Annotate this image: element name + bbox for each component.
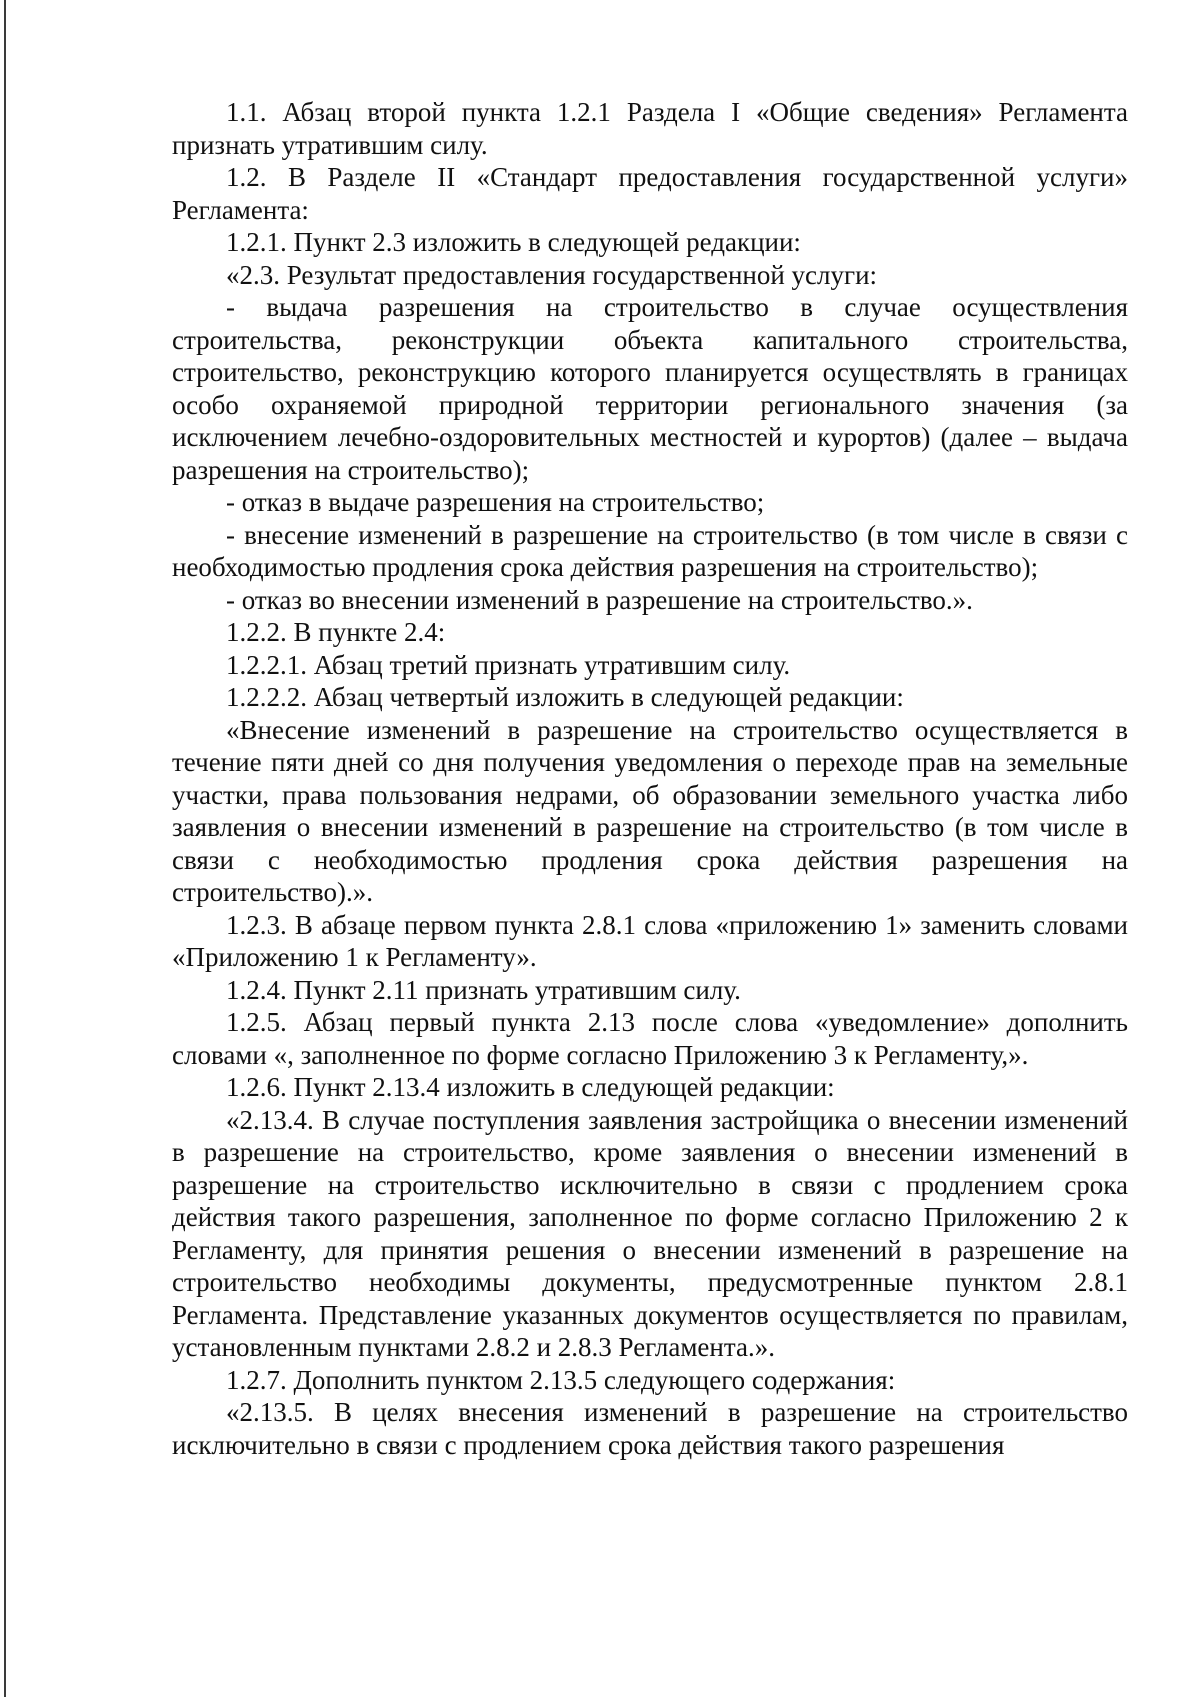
paragraph: 1.2.7. Дополнить пунктом 2.13.5 следующего содержания: bbox=[226, 1364, 896, 1395]
paragraph: «Внесение изменений в разрешение на строительство осуществляется в течение пяти дней со дня получения уведомления о переходе прав на земельные участки, права пользования недрами, об образовании земельного участка либо заявления о внесении изменений в разрешение на строительство (в том числе в связи с необходимостью продления срока действия разрешения на строительство).». bbox=[172, 714, 1128, 907]
paragraph: 1.2.1. Пункт 2.3 изложить в следующей редакции: bbox=[226, 227, 801, 257]
paragraph: 1.2.4. Пункт 2.11 признать утратившим силу. bbox=[226, 974, 741, 1005]
paragraph: 1.2.2.1. Абзац третий признать утратившим силу. bbox=[226, 649, 791, 680]
paragraph: - отказ в выдаче разрешения на строительство; bbox=[226, 487, 765, 517]
paragraph: 1.2.6. Пункт 2.13.4 изложить в следующей редакции: bbox=[226, 1072, 835, 1102]
paragraph: - отказ во внесении изменений в разрешение на строительство.». bbox=[226, 584, 973, 615]
paragraph: 1.2. В Разделе II «Стандарт предоставления государственной услуги» Регламента: bbox=[172, 162, 1128, 225]
paragraph: «2.3. Результат предоставления государственной услуги: bbox=[226, 259, 878, 290]
scan-border-line bbox=[4, 0, 6, 1697]
paragraph: 1.2.2. В пункте 2.4: bbox=[226, 617, 446, 647]
document-page bbox=[172, 96, 1128, 1461]
paragraph: 1.2.2.2. Абзац четвертый изложить в следующей редакции: bbox=[226, 682, 904, 712]
paragraph: 1.2.3. В абзаце первом пункта 2.8.1 слова «приложению 1» заменить словами «Приложению 1 к Регламенту». bbox=[172, 909, 1128, 972]
paragraph: - выдача разрешения на строительство в случае осуществления строительства, реконструкции объекта капитального строительства, строительство, реконструкцию которого планируется осуществлять в границах особо охраняемой природной территории регионального значения (за исключением лечебно-оздоровительных местностей и курортов) (далее – выдача разрешения на строительство); bbox=[172, 292, 1128, 485]
paragraph: 1.1. Абзац второй пункта 1.2.1 Раздела I «Общие сведения» Регламента признать утратившим силу. bbox=[172, 97, 1128, 160]
paragraph: - внесение изменений в разрешение на строительство (в том числе в связи с необходимостью продления срока действия разрешения на строительство); bbox=[172, 519, 1128, 582]
paragraph: «2.13.5. В целях внесения изменений в разрешение на строительство исключительно в связи с продлением срока действия такого разрешения bbox=[172, 1397, 1128, 1460]
paragraph: 1.2.5. Абзац первый пункта 2.13 после слова «уведомление» дополнить словами «, заполненное по форме согласно Приложению 3 к Регламенту,». bbox=[172, 1007, 1128, 1070]
paragraph: «2.13.4. В случае поступления заявления застройщика о внесении изменений в разрешение на строительство, кроме заявления о внесении изменений в разрешение на строительство исключительно в связи с продлением срока действия такого разрешения, заполненное по форме согласно Приложению 2 к Регламенту, для принятия решения о внесении изменений в разрешение на строительство необходимы документы, предусмотренные пунктом 2.8.1 Регламента. Представление указанных документов осуществляется по правилам, установленным пунктами 2.8.2 и 2.8.3 Регламента.». bbox=[172, 1104, 1128, 1362]
